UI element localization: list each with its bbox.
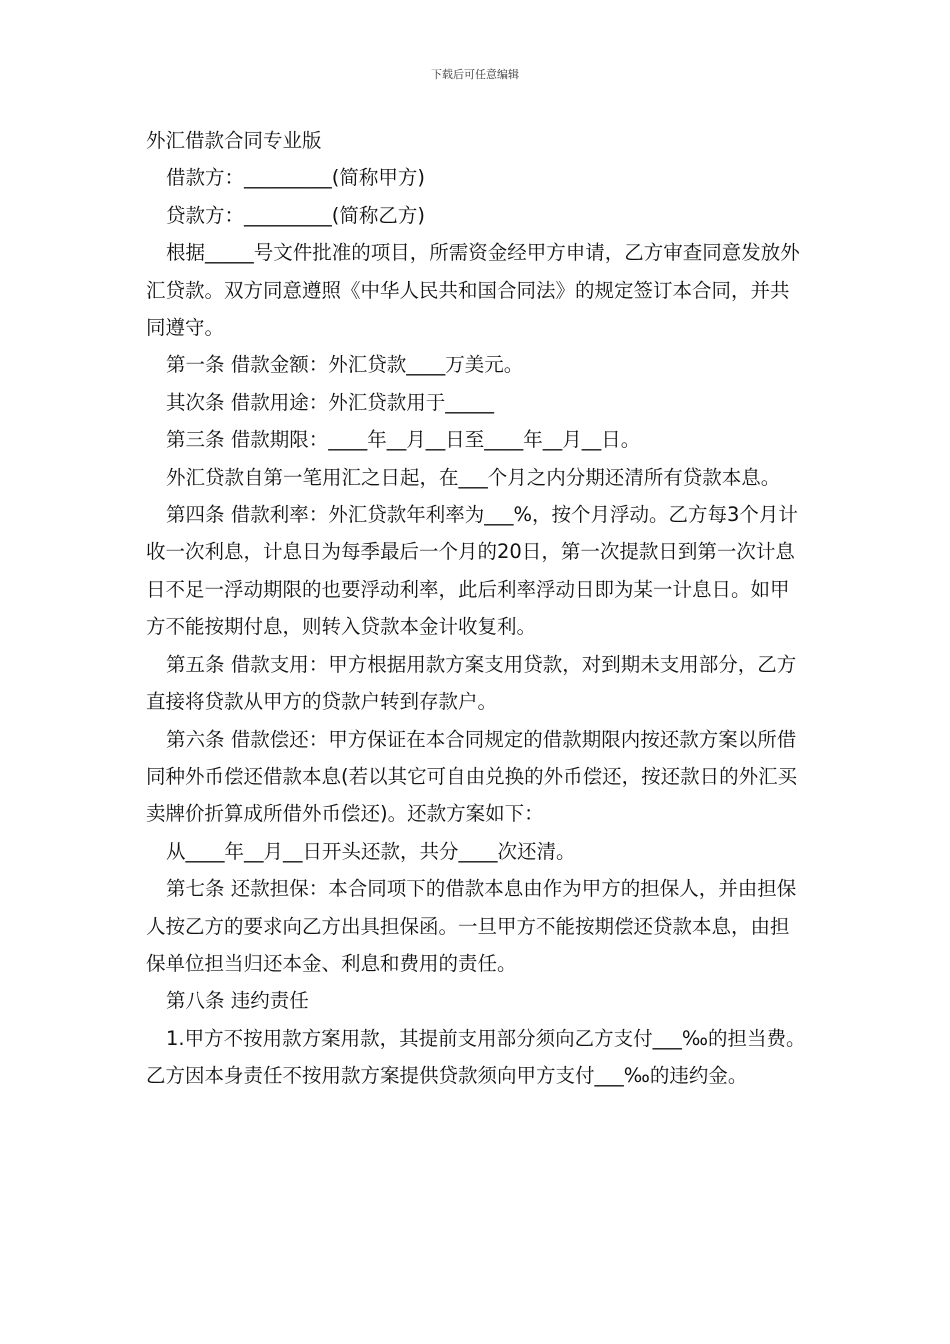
paragraph: 贷款方：_________(简称乙方) [166, 203, 425, 227]
paragraph: 第一条 借款金额：外汇贷款____万美元。 [166, 353, 524, 377]
document-title: 外汇借款合同专业版 [146, 129, 322, 152]
paragraph: 第六条 借款偿还：甲方保证在本合同规定的借款期限内按还款方案以所借同种外币偿还借款本息(若以其它可自由兑换的外币偿还，按还款日的外汇买卖牌价折算成所借外币偿还)。还款方案如下： [146, 727, 798, 826]
paragraph: 其次条 借款用途：外汇贷款用于_____ [166, 390, 494, 414]
paragraph: 外汇贷款自第一笔用汇之日起，在___个月之内分期还清所有贷款本息。 [166, 465, 781, 489]
paragraph: 第四条 借款利率：外汇贷款年利率为___%，按个月浮动。乙方每3个月计收一次利息，计息日为每季最后一个月的20日，第一次提款日到第一次计息日不足一浮动期限的也要浮动利率，此后利率浮动日即为某一计息日。如甲方不能按期付息，则转入贷款本金计收复利。 [146, 503, 798, 639]
paragraph: 第三条 借款期限：____年__月__日至____年__月__日。 [166, 428, 641, 452]
paragraph: 第五条 借款支用：甲方根据用款方案支用贷款，对到期未支用部分，乙方直接将贷款从甲方的贷款户转到存款户。 [146, 652, 797, 714]
paragraph: 根据_____号文件批准的项目，所需资金经甲方申请，乙方审查同意发放外汇贷款。双方同意遵照《中华人民共和国合同法》的规定签订本合同，并共同遵守。 [146, 241, 800, 340]
paragraph: 第七条 还款担保：本合同项下的借款本息由作为甲方的担保人，并由担保人按乙方的要求向乙方出具担保函。一旦甲方不能按期偿还贷款本息，由担保单位担当归还本金、利息和费用的责任。 [146, 877, 797, 975]
page-header: 下载后可任意编辑 [431, 68, 519, 81]
paragraph: 第八条 违约责任 [166, 989, 309, 1013]
paragraph: 1.甲方不按用款方案用款，其提前支用部分须向乙方支付___‰的担当费。乙方因本身责任不按用款方案提供贷款须向甲方支付___‰的违约金。 [146, 1026, 806, 1088]
paragraph: 从____年__月__日开头还款，共分____次还清。 [166, 839, 576, 863]
document-body [146, 122, 808, 1095]
paragraph: 借款方：_________(简称甲方) [166, 166, 425, 190]
